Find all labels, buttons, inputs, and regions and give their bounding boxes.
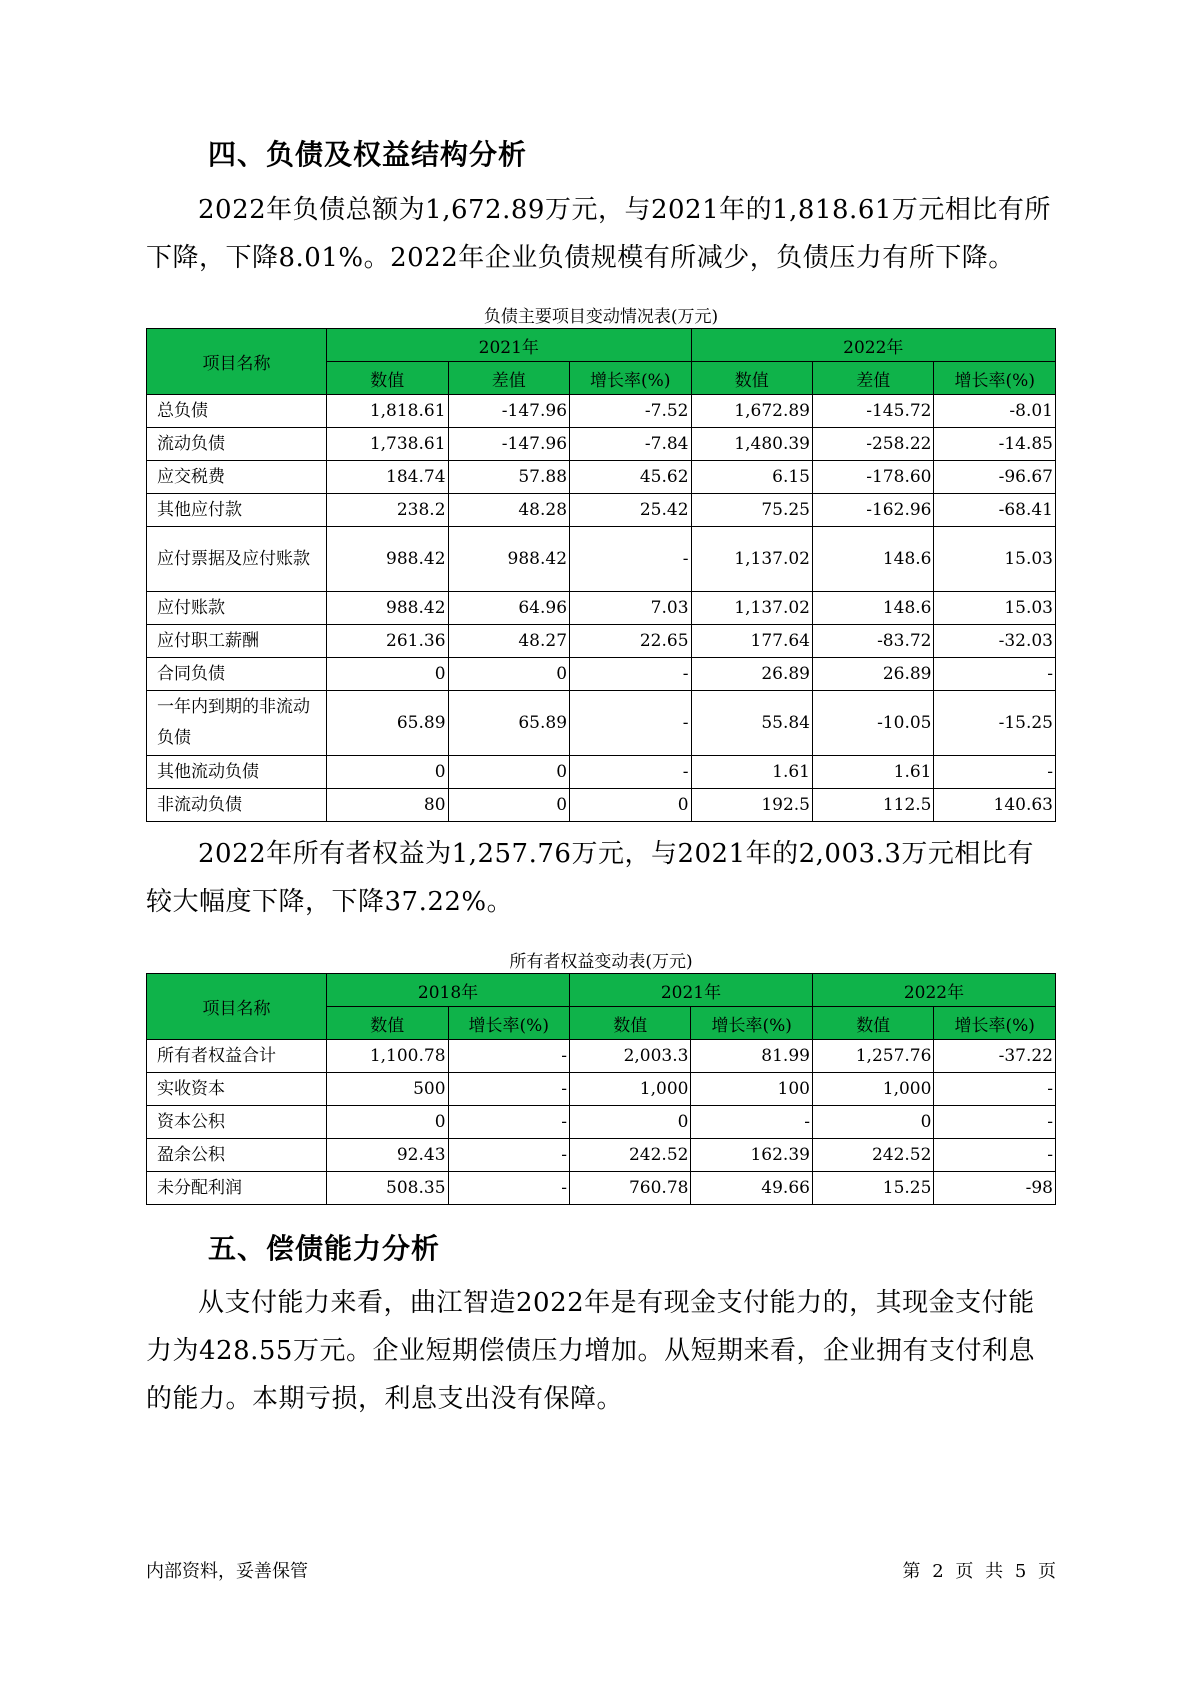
table-cell: -178.60 — [813, 461, 934, 494]
solvency-paragraph: 从支付能力来看，曲江智造2022年是有现金支付能力的，其现金支付能力为428.55万元。企业短期偿债压力增加。从短期来看，企业拥有支付利息的能力。本期亏损，利息支出没有保障。 — [146, 1288, 1035, 1414]
table-cell: - — [570, 756, 692, 789]
table-cell: -14.85 — [934, 428, 1056, 461]
table-cell: 0 — [327, 1106, 448, 1139]
equity-table — [146, 973, 1056, 1205]
table-cell: -7.84 — [570, 428, 692, 461]
row-label: 应付职工薪酬 — [147, 625, 327, 658]
table-cell: 2,003.3 — [570, 1040, 691, 1073]
table-row — [147, 461, 1056, 494]
table-cell: 988.42 — [327, 592, 448, 625]
table-cell: 75.25 — [691, 494, 812, 527]
header-sub: 数值 — [327, 362, 448, 395]
table-cell: 238.2 — [327, 494, 448, 527]
table-cell: - — [448, 1040, 569, 1073]
table-cell: - — [570, 658, 692, 691]
row-label: 流动负债 — [147, 428, 327, 461]
table-cell: 0 — [327, 756, 448, 789]
table-cell: -7.52 — [570, 395, 692, 428]
table-cell: 92.43 — [327, 1139, 448, 1172]
table-cell: - — [691, 1106, 812, 1139]
table-cell: 242.52 — [812, 1139, 933, 1172]
header-sub: 增长率(%) — [570, 362, 692, 395]
table-cell: -83.72 — [813, 625, 934, 658]
table-cell: - — [934, 1073, 1056, 1106]
table-cell: 148.6 — [813, 527, 934, 592]
table-cell: 1,137.02 — [691, 527, 812, 592]
section-heading-solvency: 五、偿债能力分析 — [208, 1232, 441, 1265]
table-cell: 81.99 — [691, 1040, 812, 1073]
row-label: 非流动负债 — [147, 789, 327, 822]
table-cell: 0 — [448, 756, 569, 789]
table-row — [147, 691, 1056, 756]
table-cell: - — [448, 1139, 569, 1172]
table-cell: 140.63 — [934, 789, 1056, 822]
row-label: 资本公积 — [147, 1106, 327, 1139]
table-cell: 148.6 — [813, 592, 934, 625]
table-cell: 80 — [327, 789, 448, 822]
table-cell: 0 — [570, 1106, 691, 1139]
table-cell: 49.66 — [691, 1172, 812, 1205]
table-cell: 1,000 — [812, 1073, 933, 1106]
table-cell: - — [934, 658, 1056, 691]
row-label: 实收资本 — [147, 1073, 327, 1106]
header-year: 2022年 — [812, 974, 1055, 1007]
liabilities-paragraph: 2022年负债总额为1,672.89万元，与2021年的1,818.61万元相比有所下降，下降8.01%。2022年企业负债规模有所减少，负债压力有所下降。 — [146, 195, 1051, 273]
table-row — [147, 756, 1056, 789]
table-cell: 0 — [327, 658, 448, 691]
table-cell: 162.39 — [691, 1139, 812, 1172]
table-cell: -37.22 — [934, 1040, 1056, 1073]
table-cell: 7.03 — [570, 592, 692, 625]
table-caption-equity: 所有者权益变动表(万元) — [509, 952, 693, 972]
table-cell: 242.52 — [570, 1139, 691, 1172]
row-label: 盈余公积 — [147, 1139, 327, 1172]
table-cell: 760.78 — [570, 1172, 691, 1205]
table-cell: 26.89 — [813, 658, 934, 691]
header-sub: 增长率(%) — [934, 1007, 1056, 1040]
table-cell: 65.89 — [448, 691, 569, 756]
footer-page-number: 第 2 页 共 5 页 — [902, 1561, 1056, 1582]
table-row — [147, 1139, 1056, 1172]
table-row — [147, 592, 1056, 625]
table-cell: 0 — [570, 789, 692, 822]
table-cell: 55.84 — [691, 691, 812, 756]
table-cell: 57.88 — [448, 461, 569, 494]
table-cell: 1,672.89 — [691, 395, 812, 428]
row-label: 其他流动负债 — [147, 756, 327, 789]
table-cell: -147.96 — [448, 395, 569, 428]
table-cell: -147.96 — [448, 428, 569, 461]
row-label: 其他应付款 — [147, 494, 327, 527]
table-cell: 26.89 — [691, 658, 812, 691]
table-cell: - — [448, 1172, 569, 1205]
row-label: 应交税费 — [147, 461, 327, 494]
table-cell: 1.61 — [813, 756, 934, 789]
header-sub: 差值 — [448, 362, 569, 395]
table-cell: 64.96 — [448, 592, 569, 625]
header-sub: 差值 — [813, 362, 934, 395]
table-row — [147, 1040, 1056, 1073]
table-row — [147, 1073, 1056, 1106]
table-row — [147, 395, 1056, 428]
table-cell: 1,100.78 — [327, 1040, 448, 1073]
row-label: 所有者权益合计 — [147, 1040, 327, 1073]
table-row — [147, 625, 1056, 658]
header-item-name: 项目名称 — [147, 329, 327, 395]
header-item-name: 项目名称 — [147, 974, 327, 1040]
table-cell: -96.67 — [934, 461, 1056, 494]
section-heading-liabilities: 四、负债及权益结构分析 — [208, 138, 528, 171]
header-sub: 增长率(%) — [934, 362, 1056, 395]
header-sub: 数值 — [570, 1007, 691, 1040]
table-row — [147, 494, 1056, 527]
table-cell: -145.72 — [813, 395, 934, 428]
header-sub: 数值 — [691, 362, 812, 395]
table-row — [147, 527, 1056, 592]
table-cell: 177.64 — [691, 625, 812, 658]
table-cell: -15.25 — [934, 691, 1056, 756]
header-year: 2021年 — [327, 329, 691, 362]
table-cell: -68.41 — [934, 494, 1056, 527]
header-sub: 增长率(%) — [691, 1007, 812, 1040]
table-cell: 1,137.02 — [691, 592, 812, 625]
table-cell: 100 — [691, 1073, 812, 1106]
table-cell: 261.36 — [327, 625, 448, 658]
liabilities-table — [146, 328, 1056, 822]
table-cell: 1,000 — [570, 1073, 691, 1106]
table-cell: - — [934, 1106, 1056, 1139]
table-cell: 48.28 — [448, 494, 569, 527]
table-cell: - — [934, 756, 1056, 789]
row-label: 合同负债 — [147, 658, 327, 691]
table-cell: 45.62 — [570, 461, 692, 494]
row-label: 应付票据及应付账款 — [147, 527, 327, 592]
table-cell: -8.01 — [934, 395, 1056, 428]
table-cell: - — [570, 527, 692, 592]
table-cell: 65.89 — [327, 691, 448, 756]
table-cell: 1.61 — [691, 756, 812, 789]
header-year: 2022年 — [691, 329, 1055, 362]
table-cell: 1,738.61 — [327, 428, 448, 461]
row-label: 一年内到期的非流动负债 — [147, 691, 327, 756]
table-row — [147, 789, 1056, 822]
header-sub: 数值 — [812, 1007, 933, 1040]
table-cell: 500 — [327, 1073, 448, 1106]
table-cell: 25.42 — [570, 494, 692, 527]
table-cell: 988.42 — [448, 527, 569, 592]
header-year: 2018年 — [327, 974, 570, 1007]
table-cell: 1,818.61 — [327, 395, 448, 428]
row-label: 应付账款 — [147, 592, 327, 625]
header-sub: 数值 — [327, 1007, 448, 1040]
table-cell: -162.96 — [813, 494, 934, 527]
header-sub: 增长率(%) — [448, 1007, 569, 1040]
table-row — [147, 428, 1056, 461]
table-cell: 0 — [448, 789, 569, 822]
table-row — [147, 1172, 1056, 1205]
row-label: 总负债 — [147, 395, 327, 428]
row-label: 未分配利润 — [147, 1172, 327, 1205]
table-cell: -10.05 — [813, 691, 934, 756]
table-cell: -258.22 — [813, 428, 934, 461]
table-cell: 1,257.76 — [812, 1040, 933, 1073]
table-cell: 15.03 — [934, 592, 1056, 625]
table-cell: 508.35 — [327, 1172, 448, 1205]
table-cell: - — [934, 1139, 1056, 1172]
table-cell: 112.5 — [813, 789, 934, 822]
table-caption-liabilities: 负债主要项目变动情况表(万元) — [483, 307, 719, 327]
table-cell: 48.27 — [448, 625, 569, 658]
table-cell: 192.5 — [691, 789, 812, 822]
header-year: 2021年 — [570, 974, 813, 1007]
table-cell: -32.03 — [934, 625, 1056, 658]
table-cell: 988.42 — [327, 527, 448, 592]
table-cell: 15.03 — [934, 527, 1056, 592]
equity-paragraph: 2022年所有者权益为1,257.76万元，与2021年的2,003.3万元相比有较大幅度下降，下降37.22%。 — [146, 839, 1034, 917]
footer-confidential-note: 内部资料，妥善保管 — [146, 1561, 308, 1582]
table-cell: 6.15 — [691, 461, 812, 494]
table-cell: 15.25 — [812, 1172, 933, 1205]
table-row — [147, 1106, 1056, 1139]
table-cell: - — [448, 1106, 569, 1139]
table-cell: - — [570, 691, 692, 756]
table-cell: - — [448, 1073, 569, 1106]
table-cell: 0 — [448, 658, 569, 691]
table-cell: 0 — [812, 1106, 933, 1139]
table-cell: 1,480.39 — [691, 428, 812, 461]
table-cell: -98 — [934, 1172, 1056, 1205]
table-cell: 184.74 — [327, 461, 448, 494]
table-row — [147, 658, 1056, 691]
table-cell: 22.65 — [570, 625, 692, 658]
